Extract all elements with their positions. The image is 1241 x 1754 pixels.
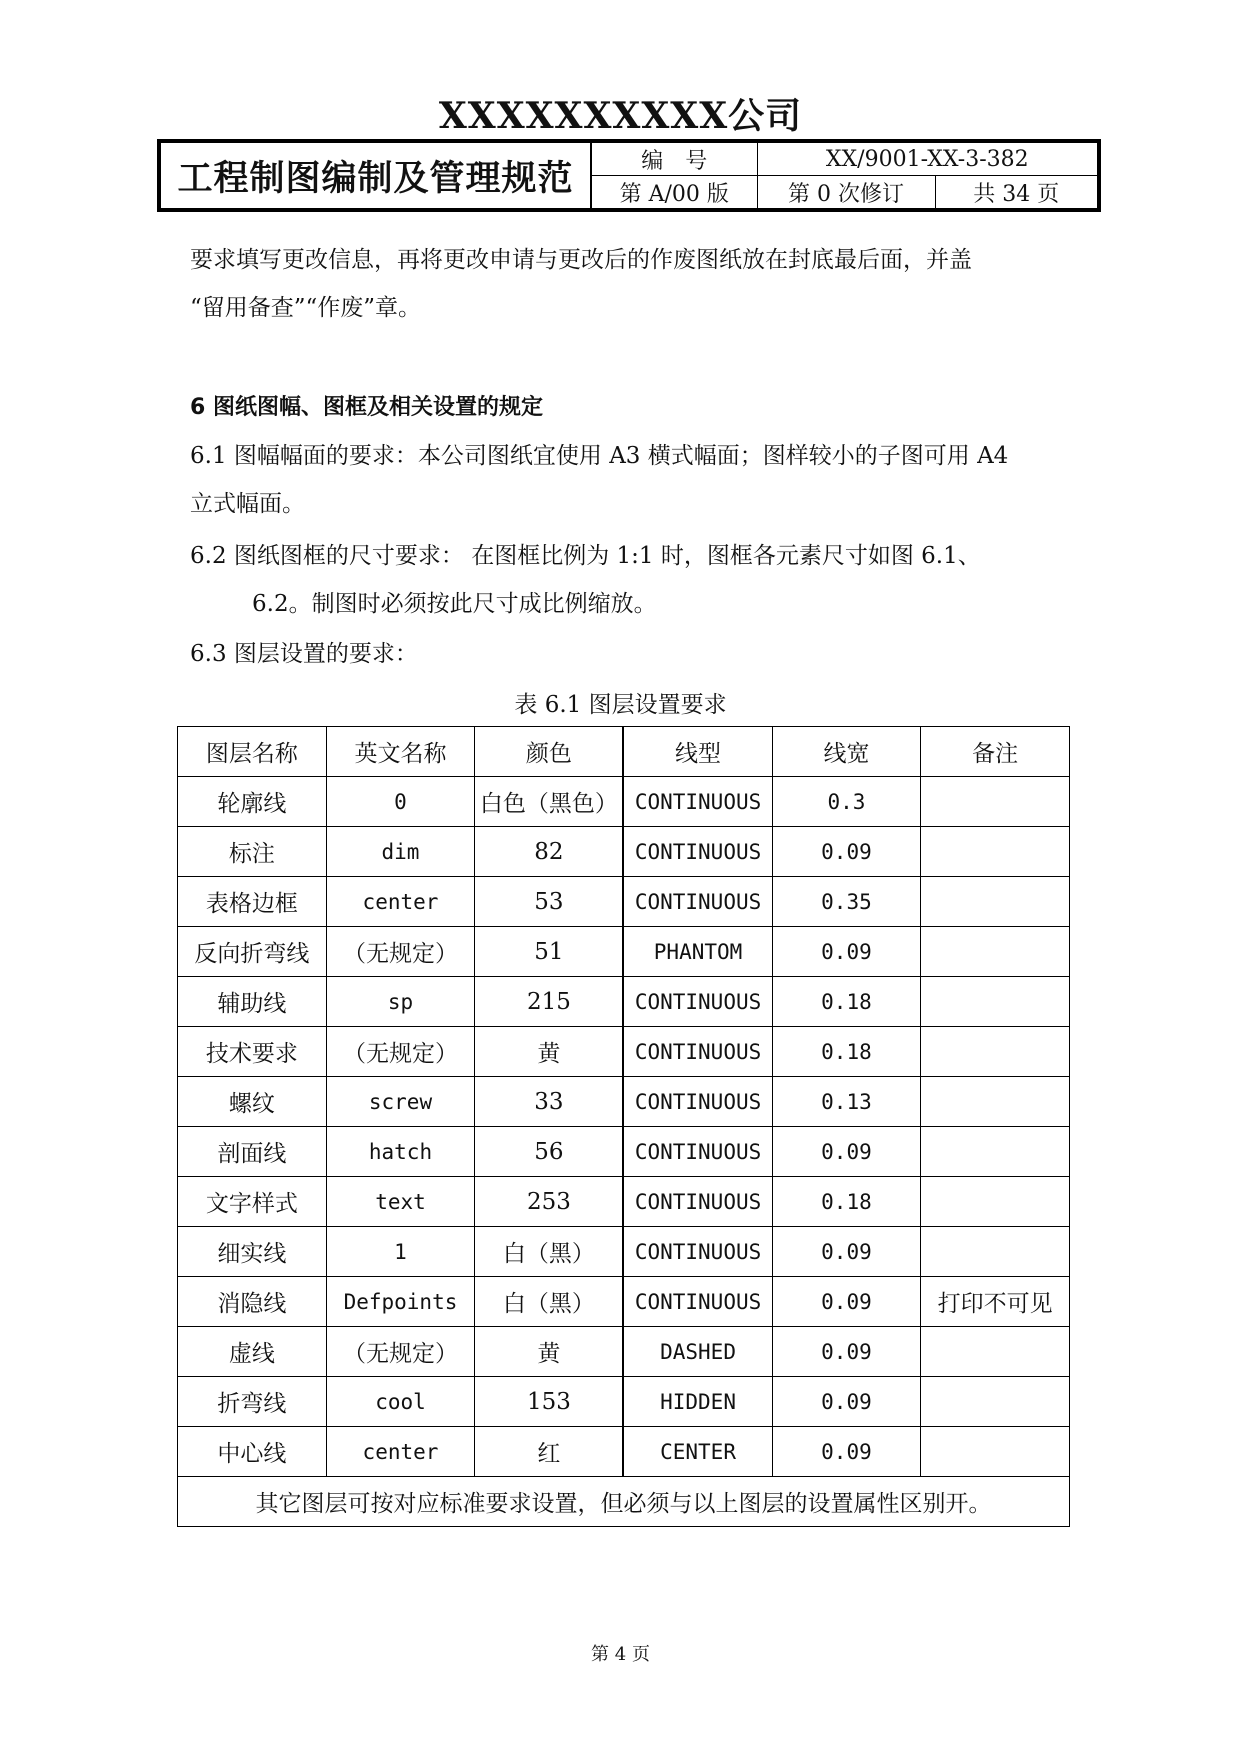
table-cell: 白（黑） (475, 1227, 624, 1277)
column-header: 备注 (921, 727, 1070, 777)
table-cell: CONTINUOUS (623, 1177, 772, 1227)
table-cell: 红 (475, 1427, 624, 1477)
table-cell: 0.09 (772, 1227, 921, 1277)
table-footer-row (178, 1477, 1070, 1527)
table-cell: CONTINUOUS (623, 1027, 772, 1077)
table-cell: 33 (475, 1077, 624, 1127)
paragraph-line: 要求填写更改信息，再将更改申请与更改后的作废图纸放在封底最后面，并盖 (190, 247, 972, 273)
section-heading: 6 图纸图幅、图框及相关设置的规定 (190, 395, 543, 420)
table-cell: 0.09 (772, 927, 921, 977)
table-cell: 表格边框 (178, 877, 327, 927)
table-cell: 0.09 (772, 1127, 921, 1177)
table-row (178, 1127, 1070, 1177)
table-cell: 螺纹 (178, 1077, 327, 1127)
company-name: XXXXXXXXXX公司 (438, 95, 803, 137)
table-cell (921, 1077, 1070, 1127)
table-cell: 剖面线 (178, 1127, 327, 1177)
table-cell: CONTINUOUS (623, 1277, 772, 1327)
table-row (178, 1027, 1070, 1077)
table-row (178, 1077, 1070, 1127)
table-cell: 215 (475, 977, 624, 1027)
table-row (178, 1227, 1070, 1277)
table-cell: CONTINUOUS (623, 1077, 772, 1127)
table-cell: （无规定） (326, 1027, 475, 1077)
table-cell: 折弯线 (178, 1377, 327, 1427)
table-cell: 白色（黑色） (475, 777, 624, 827)
document-header-table (157, 139, 1101, 212)
table-cell: 技术要求 (178, 1027, 327, 1077)
table-cell: （无规定） (326, 1327, 475, 1377)
table-cell: 0.35 (772, 877, 921, 927)
table-row (178, 1327, 1070, 1377)
paragraph-6-1 (190, 432, 1070, 528)
table-row (178, 1427, 1070, 1477)
table-cell: 中心线 (178, 1427, 327, 1477)
table-cell: 153 (475, 1377, 624, 1427)
table-row (178, 827, 1070, 877)
table-cell (921, 1377, 1070, 1427)
table-cell: 51 (475, 927, 624, 977)
table-cell: 0.13 (772, 1077, 921, 1127)
table-cell: PHANTOM (623, 927, 772, 977)
table-row (178, 777, 1070, 827)
table-cell: Defpoints (326, 1277, 475, 1327)
table-cell: 白（黑） (475, 1277, 624, 1327)
table-cell: 0.09 (772, 1377, 921, 1427)
table-cell: cool (326, 1377, 475, 1427)
table-header-row (178, 727, 1070, 777)
column-header: 颜色 (475, 727, 624, 777)
table-cell: HIDDEN (623, 1377, 772, 1427)
paragraph-line: 立式幅面。 (190, 491, 305, 517)
paragraph-6-3 (190, 630, 1070, 678)
table-row (178, 977, 1070, 1027)
table-cell: 0 (326, 777, 475, 827)
table-cell: 黄 (475, 1027, 624, 1077)
table-cell: CONTINUOUS (623, 977, 772, 1027)
table-cell: （无规定） (326, 927, 475, 977)
table-cell: 253 (475, 1177, 624, 1227)
table-cell: CONTINUOUS (623, 877, 772, 927)
page-number: 第 4 页 (591, 1644, 650, 1665)
column-header: 线型 (623, 727, 772, 777)
table-cell: sp (326, 977, 475, 1027)
table-cell (921, 1177, 1070, 1227)
table-cell: CONTINUOUS (623, 1227, 772, 1277)
table-cell: center (326, 877, 475, 927)
table-cell: 轮廓线 (178, 777, 327, 827)
table-cell: 0.18 (772, 1177, 921, 1227)
table-row (178, 1277, 1070, 1327)
table-cell: 0.3 (772, 777, 921, 827)
column-header: 线宽 (772, 727, 921, 777)
table-cell: 虚线 (178, 1327, 327, 1377)
paragraph-line: 6.1 图幅幅面的要求：本公司图纸宜使用 A3 横式幅面；图样较小的子图可用 A4 (190, 443, 1009, 469)
table-cell (921, 1027, 1070, 1077)
table-cell: 黄 (475, 1327, 624, 1377)
table-cell: text (326, 1177, 475, 1227)
paragraph-line: 6.2。制图时必须按此尺寸成比例缩放。 (252, 591, 657, 617)
table-cell: 细实线 (178, 1227, 327, 1277)
table-cell: CENTER (623, 1427, 772, 1477)
table-cell (921, 827, 1070, 877)
table-cell: DASHED (623, 1327, 772, 1377)
table-row (178, 877, 1070, 927)
code-label: 编 号 (591, 141, 757, 176)
paragraph-line: “留用备查”“作废”章。 (190, 295, 422, 321)
layer-settings-table (177, 726, 1070, 1527)
table-caption: 表 6.1 图层设置要求 (514, 692, 727, 718)
table-cell: center (326, 1427, 475, 1477)
pages-cell: 共 34 页 (935, 176, 1099, 211)
table-cell: screw (326, 1077, 475, 1127)
table-row (178, 1177, 1070, 1227)
table-cell (921, 1327, 1070, 1377)
paragraph-6-2 (190, 532, 1070, 628)
document-title: 工程制图编制及管理规范 (159, 141, 591, 210)
table-cell: 辅助线 (178, 977, 327, 1027)
table-cell: hatch (326, 1127, 475, 1177)
table-cell: dim (326, 827, 475, 877)
table-cell: 0.09 (772, 1327, 921, 1377)
code-value: XX/9001-XX-3-382 (757, 141, 1099, 176)
table-cell: 0.09 (772, 1277, 921, 1327)
table-cell: 反向折弯线 (178, 927, 327, 977)
paragraph-change-info (190, 236, 1070, 332)
column-header: 英文名称 (326, 727, 475, 777)
table-cell: CONTINUOUS (623, 827, 772, 877)
table-row (178, 927, 1070, 977)
table-cell: 消隐线 (178, 1277, 327, 1327)
table-cell (921, 927, 1070, 977)
table-cell: CONTINUOUS (623, 777, 772, 827)
table-row (178, 1377, 1070, 1427)
table-cell (921, 777, 1070, 827)
table-cell: 标注 (178, 827, 327, 877)
column-header: 图层名称 (178, 727, 327, 777)
table-cell: 0.09 (772, 827, 921, 877)
paragraph-line: 6.3 图层设置的要求： (190, 641, 418, 667)
table-cell: 0.18 (772, 977, 921, 1027)
table-cell (921, 977, 1070, 1027)
paragraph-line: 6.2 图纸图框的尺寸要求： 在图框比例为 1:1 时，图框各元素尺寸如图 6.1、 (190, 543, 981, 569)
table-cell (921, 1227, 1070, 1277)
table-cell: 82 (475, 827, 624, 877)
version-cell: 第 A/00 版 (591, 176, 757, 211)
table-cell: 打印不可见 (921, 1277, 1070, 1327)
table-cell: 文字样式 (178, 1177, 327, 1227)
table-cell (921, 1127, 1070, 1177)
table-cell: 56 (475, 1127, 624, 1177)
table-cell (921, 877, 1070, 927)
revision-cell: 第 0 次修订 (757, 176, 935, 211)
table-footer-note: 其它图层可按对应标准要求设置，但必须与以上图层的设置属性区别开。 (178, 1477, 1070, 1527)
table-cell: 0.09 (772, 1427, 921, 1477)
table-cell: 0.18 (772, 1027, 921, 1077)
table-cell (921, 1427, 1070, 1477)
table-cell: 53 (475, 877, 624, 927)
table-cell: CONTINUOUS (623, 1127, 772, 1177)
table-cell: 1 (326, 1227, 475, 1277)
